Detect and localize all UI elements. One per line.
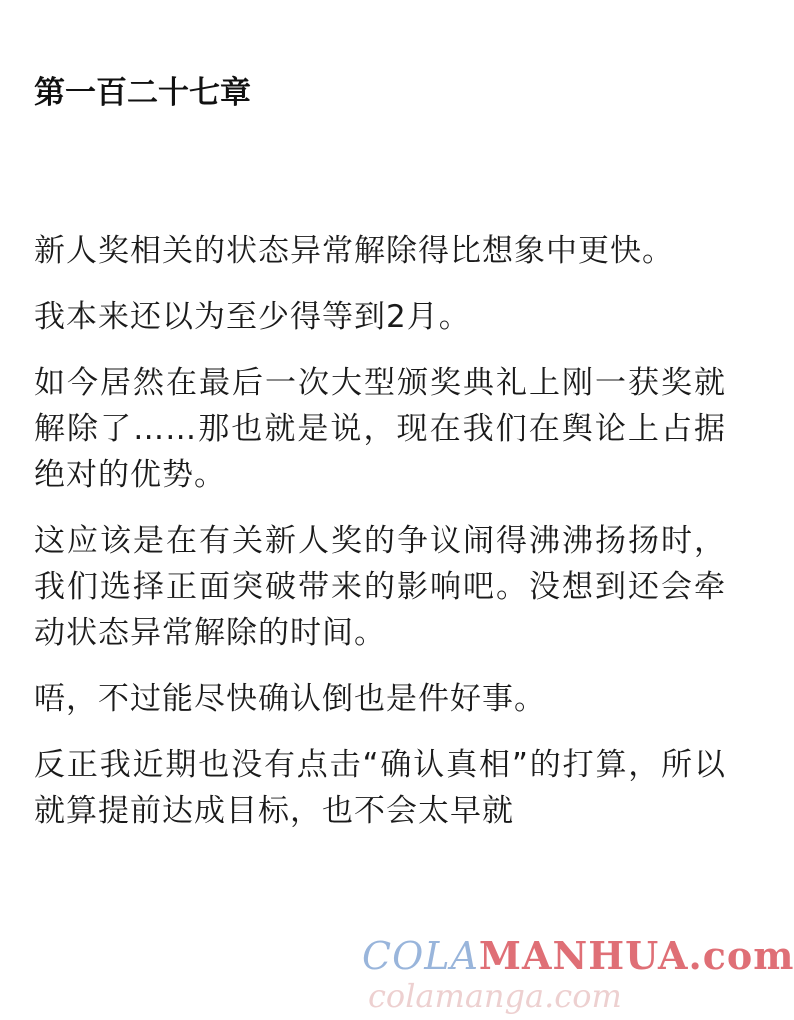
chapter-body: [34, 228, 726, 854]
site-watermark: [362, 930, 794, 1020]
paragraph: 这应该是在有关新人奖的争议闹得沸沸扬扬时，我们选择正面突破带来的影响吧。没想到还会牵动状态异常解除的时间。: [34, 523, 726, 651]
watermark-part-a: COLA: [362, 934, 479, 978]
watermark-sub-text: colamanga.com: [368, 977, 622, 1015]
paragraph: 唔，不过能尽快确认倒也是件好事。: [34, 681, 546, 717]
paragraph: 我本来还以为至少得等到2月。: [34, 299, 471, 335]
watermark-logo-text: [362, 930, 794, 982]
paragraph: 如今居然在最后一次大型颁奖典礼上刚一获奖就解除了……那也就是说，现在我们在舆论上占据绝对的优势。: [34, 365, 726, 493]
paragraph: 反正我近期也没有点击“确认真相”的打算，所以就算提前达成目标，也不会太早就: [34, 747, 726, 829]
chapter-title: 第一百二十七章: [34, 75, 251, 111]
watermark-part-b: MANHUA.com: [478, 933, 794, 978]
paragraph: 新人奖相关的状态异常解除得比想象中更快。: [34, 233, 674, 269]
